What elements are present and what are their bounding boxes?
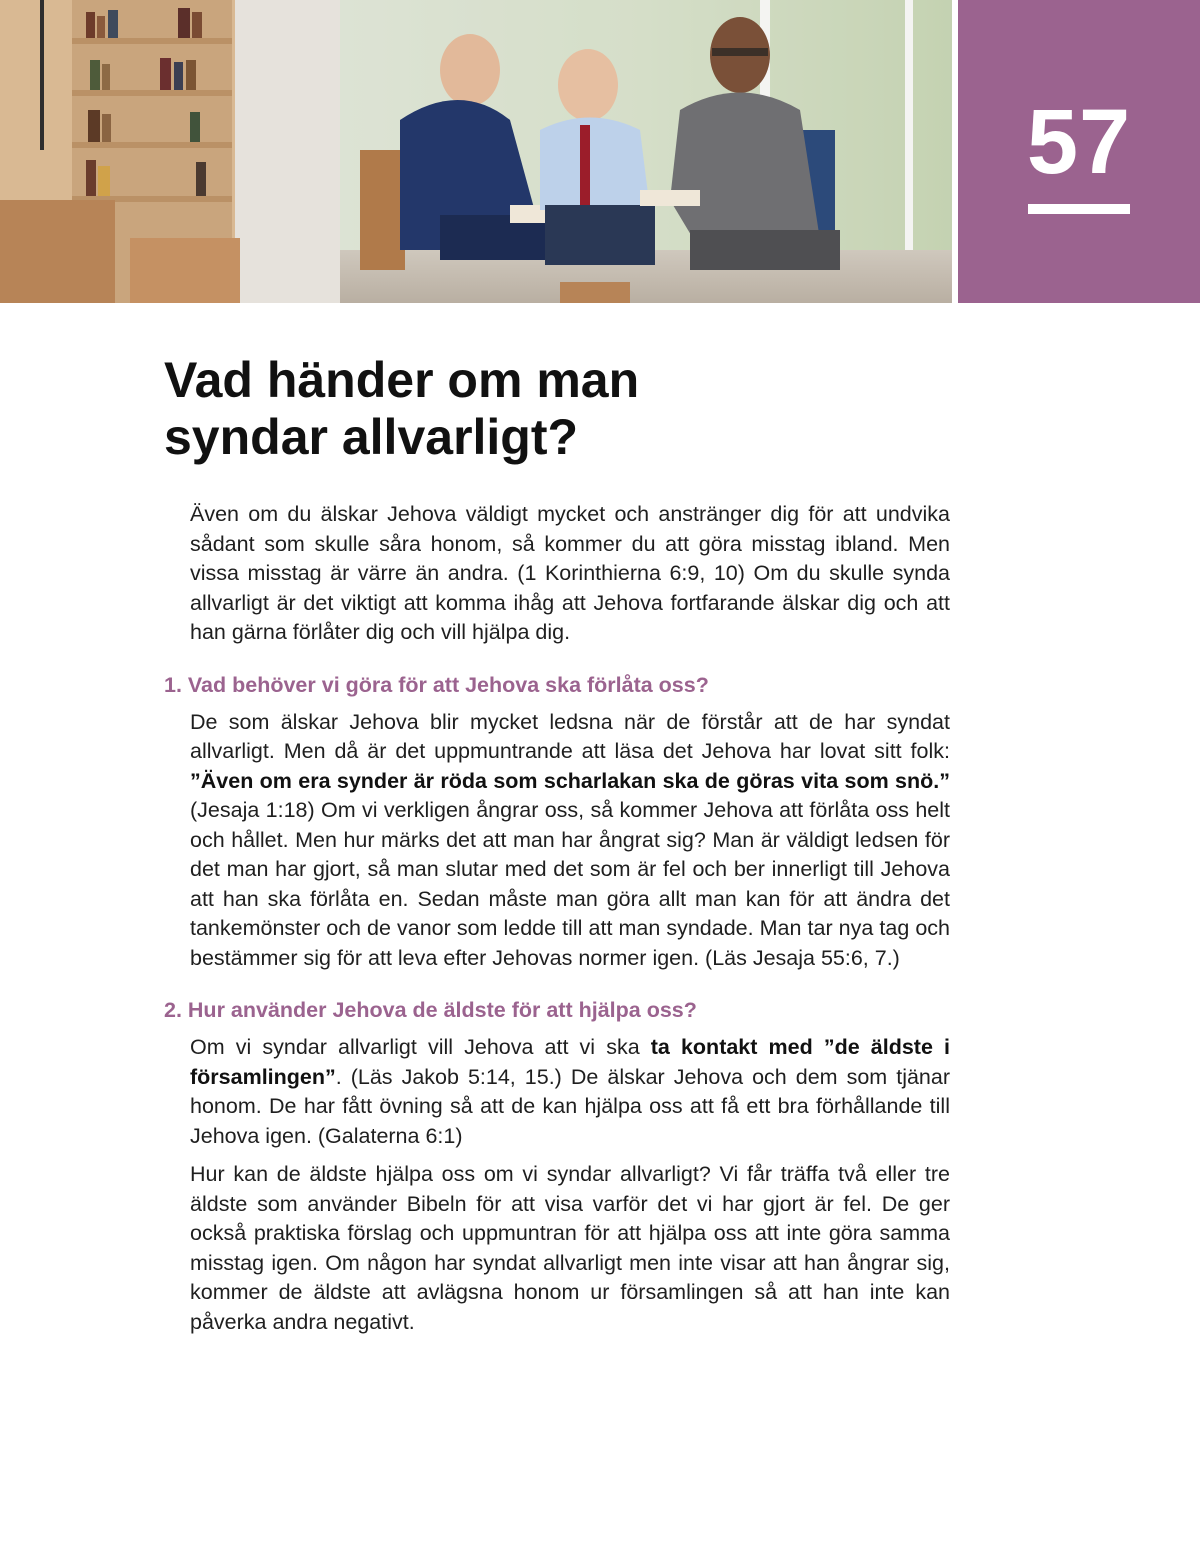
section-2-paragraph-1: [190, 1033, 950, 1151]
lesson-number: 57: [1026, 91, 1132, 193]
intro-paragraph: Även om du älskar Jehova väldigt mycket och anstränger dig för att undvika sådant som skulle såra honom, så kommer du att göra misstag ibland. Men vissa misstag är värre än andra. (1 Korinthierna 6:9, 10) Om du skulle synda allvarligt är det viktigt att komma ihåg att Jehova fortfarande älskar dig och att han gärna förlåter dig och vill hjälpa dig.: [190, 502, 950, 644]
title-line-1: Vad händer om man: [164, 352, 640, 408]
lesson-body: [164, 500, 950, 1337]
scripture-quote: ”Även om era synder är röda som scharlakan ska de göras vita som snö.”: [190, 768, 950, 793]
badge-underline: [1028, 204, 1130, 214]
hero-photo: [0, 0, 952, 303]
title-line-2: syndar allvarligt?: [164, 409, 579, 465]
question-1-heading: 1. Vad behöver vi göra för att Jehova ska förlåta oss?: [164, 672, 709, 697]
section-2-text-a: Om vi syndar allvarligt vill Jehova att vi ska: [190, 1035, 651, 1059]
elders-emphasis: ta kontakt med ”de äldste i församlingen”: [190, 1035, 950, 1089]
question-2-heading: 2. Hur använder Jehova de äldste för att hjälpa oss?: [164, 998, 697, 1022]
section-1-text-b: (Jesaja 1:18) Om vi verkligen ångrar oss, så kommer Jehova att förlåta oss helt och hållet. Men hur märks det att man har ångrat sig? Man är väldigt ledsen för det man har gjort, så man slutar med det som är fel och ber innerligt till Jehova att han ska förlåta en. Sedan måste man göra allt man kan för att ändra det tankemönster och de vanor som ledde till att man syndade. Man tar nya tag och bestämmer sig för att leva efter Jehovas normer igen. (Läs Jesaja 55:6, 7.): [190, 798, 950, 970]
section-2-paragraph-2: Hur kan de äldste hjälpa oss om vi syndar allvarligt? Vi får träffa två eller tre äldste som använder Bibeln för att visa varför det vi har gjort är fel. De ger också praktiska förslag och uppmuntran för att hjälpa oss att inte göra samma misstag igen. Om någon har syndat allvarligt men inte visar att han ångrar sig, kommer de äldste att avlägsna honom ur församlingen så att han inte kan påverka andra negativt.: [190, 1162, 950, 1334]
section-1-text-a: De som älskar Jehova blir mycket ledsna när de förstår att de har syndat allvarligt. Men då är det uppmuntrande att läsa det Jehova har lovat sitt folk:: [190, 709, 950, 763]
page-title: [164, 352, 924, 466]
section-2-text-b: . (Läs Jakob 5:14, 15.) De älskar Jehova och dem som tjänar honom. De har fått övning så att de kan hjälpa oss att få ett bra förhållande till Jehova igen. (Galaterna 6:1): [190, 1064, 950, 1148]
lesson-number-badge: [958, 0, 1200, 303]
section-1-paragraph: [190, 708, 950, 974]
